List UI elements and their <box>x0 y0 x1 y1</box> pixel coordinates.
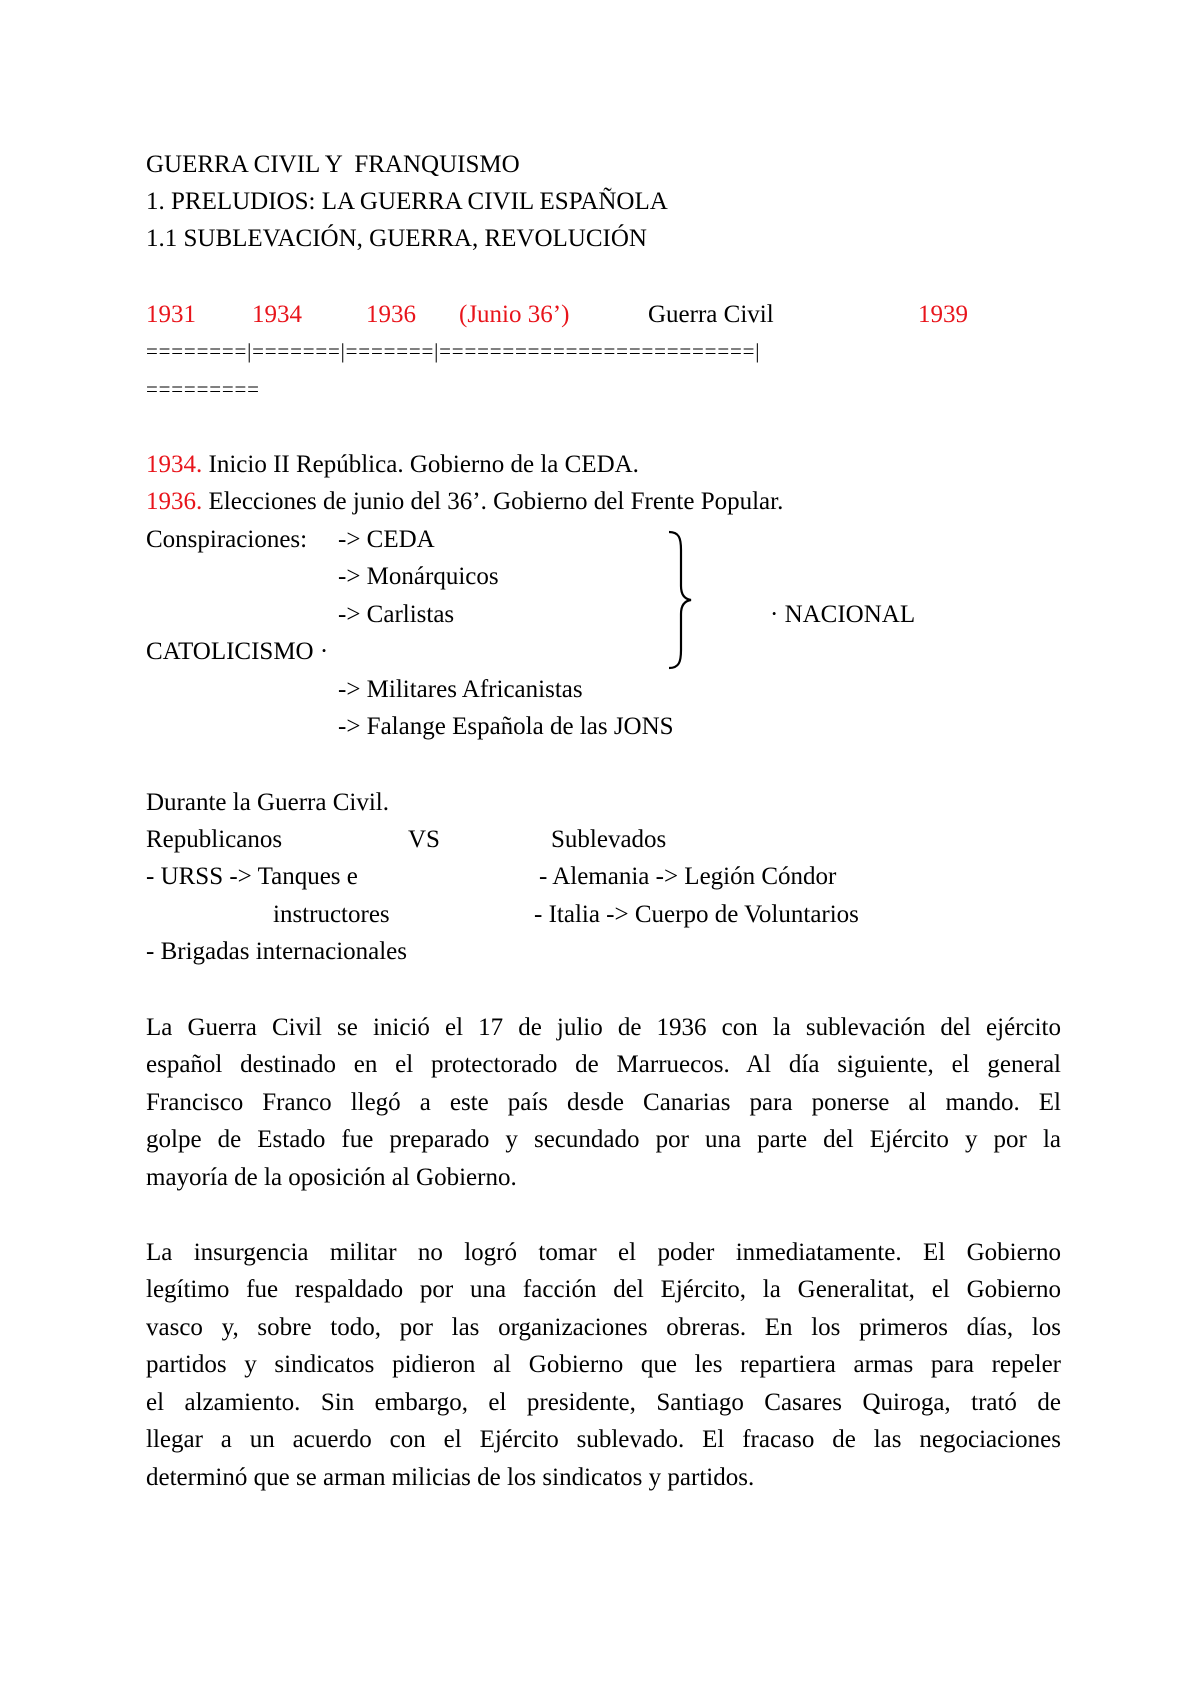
paragraph-2-line: determinó que se arman milicias de los sindicatos y partidos. <box>146 1464 755 1491</box>
timeline-bar-continuation: ========= <box>146 377 260 401</box>
republicanos-item: - URSS -> Tanques e <box>146 863 358 890</box>
republicanos-label: Republicanos <box>146 826 283 853</box>
paragraph-1-line: golpe de Estado fue preparado y secundado por una parte del Ejército y por la <box>146 1126 1061 1153</box>
conspiracion-item: -> Falange Española de las JONS <box>338 713 674 740</box>
conspiracion-item: -> Carlistas <box>338 601 455 628</box>
timeline-year-1931: 1931 <box>146 301 196 328</box>
timeline-year-1934: 1934 <box>252 301 302 328</box>
republicanos-item: - Brigadas internacionales <box>146 938 408 965</box>
paragraph-1-line: mayoría de la oposición al Gobierno. <box>146 1164 517 1191</box>
paragraph-2-line: vasco y, sobre todo, por las organizaciones obreras. En los primeros días, los <box>146 1314 1061 1341</box>
paragraph-1-line: español destinado en el protectorado de Marruecos. Al día siguiente, el general <box>146 1051 1061 1078</box>
document-title: GUERRA CIVIL Y FRANQUISMO <box>146 151 520 178</box>
conspiracion-item: -> CEDA <box>338 526 435 553</box>
paragraph-2-line: La insurgencia militar no logró tomar el poder inmediatamente. El Gobierno <box>146 1239 1061 1266</box>
timeline-junio: (Junio 36’) <box>459 301 570 328</box>
vs-label: VS <box>408 826 440 853</box>
section-heading: 1. PRELUDIOS: LA GUERRA CIVIL ESPAÑOLA <box>146 188 668 215</box>
right-brace-icon <box>665 530 695 670</box>
paragraph-2-line: partidos y sindicatos pidieron al Gobierno que les repartiera armas para repeler <box>146 1351 1061 1378</box>
republicanos-item-continuation: instructores <box>273 901 390 928</box>
event-1934 <box>146 446 639 484</box>
timeline-year-1936: 1936 <box>366 301 416 328</box>
subsection-heading: 1.1 SUBLEVACIÓN, GUERRA, REVOLUCIÓN <box>146 225 647 252</box>
paragraph-2-line: legítimo fue respaldado por una facción del Ejército, la Generalitat, el Gobierno <box>146 1276 1061 1303</box>
conspiracion-item: -> Militares Africanistas <box>338 676 583 703</box>
timeline-bar: ========|=======|=======|=========================| <box>146 339 761 363</box>
durante-heading: Durante la Guerra Civil. <box>146 789 389 816</box>
event-1936 <box>146 483 783 521</box>
timeline-guerra-civil: Guerra Civil <box>648 301 774 328</box>
sublevados-item: - Italia -> Cuerpo de Voluntarios <box>534 901 859 928</box>
conspiraciones-label: Conspiraciones: <box>146 526 308 553</box>
paragraph-1-line: Francisco Franco llegó a este país desde Canarias para ponerse al mando. El <box>146 1089 1061 1116</box>
event-1936-year: 1936. <box>146 488 203 515</box>
catolicismo-label: CATOLICISMO · <box>146 638 329 665</box>
timeline-year-1939: 1939 <box>918 301 968 328</box>
event-1936-text: Elecciones de junio del 36’. Gobierno del Frente Popular. <box>202 488 784 515</box>
conspiracion-item: -> Monárquicos <box>338 563 499 590</box>
event-1934-year: 1934. <box>146 451 203 478</box>
paragraph-2-line: el alzamiento. Sin embargo, el presidente, Santiago Casares Quiroga, trató de <box>146 1389 1061 1416</box>
sublevados-item: - Alemania -> Legión Cóndor <box>539 863 837 890</box>
sublevados-label: Sublevados <box>551 826 667 853</box>
nacional-label: · NACIONAL <box>770 601 916 628</box>
paragraph-2-line: llegar a un acuerdo con el Ejército sublevado. El fracaso de las negociaciones <box>146 1426 1061 1453</box>
event-1934-text: Inicio II República. Gobierno de la CEDA. <box>202 451 639 478</box>
paragraph-1-line: La Guerra Civil se inició el 17 de julio de 1936 con la sublevación del ejército <box>146 1014 1061 1041</box>
